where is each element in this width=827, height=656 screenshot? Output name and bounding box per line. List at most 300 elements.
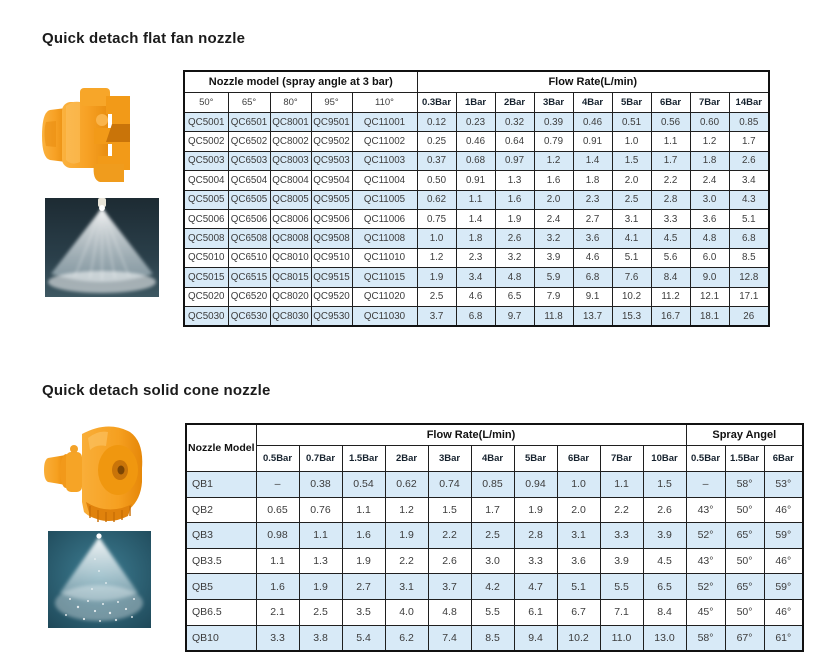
value-cell: QC9504	[311, 171, 352, 190]
value-cell: 1.1	[651, 132, 690, 151]
value-cell: 0.74	[428, 472, 471, 498]
corner-header: Nozzle Model	[186, 424, 256, 472]
table-row	[184, 268, 769, 287]
value-cell: 4.5	[643, 548, 686, 574]
group-header: Nozzle model (spray angle at 3 bar)	[184, 71, 417, 93]
value-cell: QC9510	[311, 248, 352, 267]
value-cell: QC6515	[228, 268, 270, 287]
solid-cone-nozzle-photo	[42, 416, 146, 529]
value-cell: 53°	[764, 472, 803, 498]
value-cell: 2.6	[643, 497, 686, 523]
value-cell: 1.9	[495, 209, 534, 228]
value-cell: 3.9	[600, 548, 643, 574]
value-cell: QC8010	[270, 248, 311, 267]
value-cell: QC11002	[352, 132, 417, 151]
value-cell: 4.8	[428, 599, 471, 625]
column-header: 6Bar	[557, 446, 600, 472]
value-cell: 15.3	[612, 306, 651, 326]
value-cell: 2.7	[573, 209, 612, 228]
value-cell: 3.7	[417, 306, 456, 326]
value-cell: 0.79	[534, 132, 573, 151]
column-header: 95°	[311, 93, 352, 113]
value-cell: 3.3	[514, 548, 557, 574]
value-cell: 1.9	[514, 497, 557, 523]
flat-fan-nozzle-photo	[36, 84, 142, 186]
table-row	[186, 497, 803, 523]
value-cell: 3.1	[612, 209, 651, 228]
value-cell: 1.2	[690, 132, 729, 151]
value-cell: 0.62	[417, 190, 456, 209]
value-cell: 1.6	[256, 574, 299, 600]
value-cell: 4.2	[471, 574, 514, 600]
value-cell: 0.75	[417, 209, 456, 228]
value-cell: 8.4	[651, 268, 690, 287]
value-cell: 5.1	[729, 209, 769, 228]
value-cell: 1.2	[385, 497, 428, 523]
value-cell: 0.46	[573, 113, 612, 132]
value-cell: QC11006	[352, 209, 417, 228]
value-cell: 3.7	[428, 574, 471, 600]
solid-cone-table-body	[186, 472, 803, 652]
value-cell: 3.1	[385, 574, 428, 600]
value-cell: QC9506	[311, 209, 352, 228]
table-row	[184, 209, 769, 228]
value-cell: 0.65	[256, 497, 299, 523]
value-cell: 1.3	[495, 171, 534, 190]
value-cell: 2.6	[729, 151, 769, 170]
table-row	[186, 574, 803, 600]
value-cell: QC8005	[270, 190, 311, 209]
value-cell: 10.2	[612, 287, 651, 306]
value-cell: 58°	[686, 625, 725, 651]
column-header: 4Bar	[471, 446, 514, 472]
value-cell: 0.23	[456, 113, 495, 132]
value-cell: 1.8	[573, 171, 612, 190]
value-cell: 43°	[686, 548, 725, 574]
value-cell: 2.3	[573, 190, 612, 209]
value-cell: 5.1	[557, 574, 600, 600]
value-cell: QC11001	[352, 113, 417, 132]
table-row	[184, 248, 769, 267]
value-cell: 2.8	[651, 190, 690, 209]
value-cell: 2.5	[417, 287, 456, 306]
value-cell: 3.3	[600, 523, 643, 549]
value-cell: 26	[729, 306, 769, 326]
solid-cone-spray-photo	[48, 531, 151, 628]
value-cell: 4.0	[385, 599, 428, 625]
value-cell: 1.5	[612, 151, 651, 170]
value-cell: QC5001	[184, 113, 228, 132]
value-cell: 3.2	[495, 248, 534, 267]
value-cell: 0.97	[495, 151, 534, 170]
value-cell: 0.54	[342, 472, 385, 498]
column-header: 0.3Bar	[417, 93, 456, 113]
value-cell: QC11003	[352, 151, 417, 170]
value-cell: 0.98	[256, 523, 299, 549]
value-cell: 4.3	[729, 190, 769, 209]
column-header: 6Bar	[651, 93, 690, 113]
value-cell: QC8001	[270, 113, 311, 132]
column-header: 7Bar	[690, 93, 729, 113]
value-cell: 2.7	[342, 574, 385, 600]
value-cell: 1.4	[573, 151, 612, 170]
value-cell: 0.12	[417, 113, 456, 132]
group-header: Flow Rate(L/min)	[417, 71, 769, 93]
group-header: Spray Angel	[686, 424, 803, 446]
column-header: 14Bar	[729, 93, 769, 113]
value-cell: 2.8	[514, 523, 557, 549]
table-row	[186, 523, 803, 549]
column-header: 80°	[270, 93, 311, 113]
value-cell: 5.4	[342, 625, 385, 651]
value-cell: 1.5	[428, 497, 471, 523]
solid-cone-flow-table	[185, 423, 804, 652]
value-cell: 46°	[764, 548, 803, 574]
value-cell: QC9508	[311, 229, 352, 248]
value-cell: 5.9	[534, 268, 573, 287]
value-cell: QC6530	[228, 306, 270, 326]
value-cell: QC8008	[270, 229, 311, 248]
value-cell: 2.2	[651, 171, 690, 190]
value-cell: 0.76	[299, 497, 342, 523]
value-cell: 3.9	[643, 523, 686, 549]
value-cell: 67°	[725, 625, 764, 651]
value-cell: 1.1	[456, 190, 495, 209]
value-cell: 6.8	[729, 229, 769, 248]
value-cell: 0.39	[534, 113, 573, 132]
column-header: 3Bar	[534, 93, 573, 113]
column-header: 7Bar	[600, 446, 643, 472]
value-cell: 1.1	[600, 472, 643, 498]
value-cell: 2.2	[428, 523, 471, 549]
value-cell: 0.91	[456, 171, 495, 190]
value-cell: –	[256, 472, 299, 498]
value-cell: QC6502	[228, 132, 270, 151]
value-cell: 1.9	[299, 574, 342, 600]
value-cell: 1.6	[534, 171, 573, 190]
value-cell: 7.6	[612, 268, 651, 287]
column-header: 1Bar	[456, 93, 495, 113]
value-cell: QC5002	[184, 132, 228, 151]
column-header: 110°	[352, 93, 417, 113]
value-cell: 2.6	[495, 229, 534, 248]
value-cell: 6.2	[385, 625, 428, 651]
table-row	[184, 306, 769, 326]
value-cell: 5.5	[600, 574, 643, 600]
value-cell: 0.60	[690, 113, 729, 132]
value-cell: QC6506	[228, 209, 270, 228]
value-cell: QC6504	[228, 171, 270, 190]
value-cell: 2.0	[534, 190, 573, 209]
value-cell: 2.3	[456, 248, 495, 267]
column-header: 5Bar	[612, 93, 651, 113]
table-row	[184, 171, 769, 190]
value-cell: 7.1	[600, 599, 643, 625]
column-header: 5Bar	[514, 446, 557, 472]
value-cell: 4.6	[456, 287, 495, 306]
value-cell: 1.0	[417, 229, 456, 248]
value-cell: QC5008	[184, 229, 228, 248]
table-row	[184, 113, 769, 132]
value-cell: 45°	[686, 599, 725, 625]
value-cell: 17.1	[729, 287, 769, 306]
column-header: 2Bar	[385, 446, 428, 472]
value-cell: 1.4	[456, 209, 495, 228]
value-cell: 3.4	[729, 171, 769, 190]
value-cell: 46°	[764, 497, 803, 523]
column-header: 4Bar	[573, 93, 612, 113]
value-cell: QC6508	[228, 229, 270, 248]
value-cell: 8.5	[471, 625, 514, 651]
value-cell: 9.4	[514, 625, 557, 651]
value-cell: 65°	[725, 523, 764, 549]
value-cell: 3.5	[342, 599, 385, 625]
flat-fan-spray-photo	[45, 198, 159, 297]
value-cell: QC5030	[184, 306, 228, 326]
value-cell: QC6505	[228, 190, 270, 209]
value-cell: QC11008	[352, 229, 417, 248]
value-cell: 3.6	[573, 229, 612, 248]
value-cell: 3.2	[534, 229, 573, 248]
value-cell: 2.4	[534, 209, 573, 228]
value-cell: 0.94	[514, 472, 557, 498]
table-row	[184, 132, 769, 151]
value-cell: 0.62	[385, 472, 428, 498]
value-cell: QC8003	[270, 151, 311, 170]
value-cell: QC6501	[228, 113, 270, 132]
model-cell: QB2	[186, 497, 256, 523]
table-row	[184, 151, 769, 170]
value-cell: 7.9	[534, 287, 573, 306]
value-cell: 3.4	[456, 268, 495, 287]
value-cell: 1.9	[342, 548, 385, 574]
value-cell: 2.5	[612, 190, 651, 209]
value-cell: 6.1	[514, 599, 557, 625]
value-cell: 65°	[725, 574, 764, 600]
flat-fan-flow-table	[183, 70, 770, 327]
value-cell: 6.8	[573, 268, 612, 287]
value-cell: QC6503	[228, 151, 270, 170]
value-cell: 3.1	[557, 523, 600, 549]
value-cell: 1.2	[534, 151, 573, 170]
value-cell: 8.4	[643, 599, 686, 625]
value-cell: 3.6	[557, 548, 600, 574]
value-cell: 2.4	[690, 171, 729, 190]
value-cell: 0.32	[495, 113, 534, 132]
value-cell: 2.0	[612, 171, 651, 190]
value-cell: 1.8	[456, 229, 495, 248]
value-cell: 2.0	[557, 497, 600, 523]
value-cell: 46°	[764, 599, 803, 625]
value-cell: QC8015	[270, 268, 311, 287]
value-cell: 9.1	[573, 287, 612, 306]
column-header: 3Bar	[428, 446, 471, 472]
value-cell: QC6510	[228, 248, 270, 267]
value-cell: 1.1	[256, 548, 299, 574]
value-cell: 6.8	[456, 306, 495, 326]
value-cell: 0.51	[612, 113, 651, 132]
value-cell: QC9502	[311, 132, 352, 151]
value-cell: QC8030	[270, 306, 311, 326]
value-cell: 3.3	[256, 625, 299, 651]
value-cell: QC11030	[352, 306, 417, 326]
table-row	[186, 548, 803, 574]
value-cell: 1.0	[612, 132, 651, 151]
value-cell: 13.0	[643, 625, 686, 651]
value-cell: –	[686, 472, 725, 498]
value-cell: 13.7	[573, 306, 612, 326]
value-cell: 4.5	[651, 229, 690, 248]
column-header: 10Bar	[643, 446, 686, 472]
value-cell: 50°	[725, 497, 764, 523]
value-cell: 2.2	[385, 548, 428, 574]
value-cell: 6.7	[557, 599, 600, 625]
section-title-flat-fan: Quick detach flat fan nozzle	[42, 30, 246, 47]
value-cell: 52°	[686, 523, 725, 549]
value-cell: QC5020	[184, 287, 228, 306]
value-cell: 2.1	[256, 599, 299, 625]
value-cell: 1.7	[471, 497, 514, 523]
value-cell: QC8004	[270, 171, 311, 190]
value-cell: 1.7	[729, 132, 769, 151]
value-cell: QC9530	[311, 306, 352, 326]
column-header: 2Bar	[495, 93, 534, 113]
value-cell: 6.5	[643, 574, 686, 600]
value-cell: 6.5	[495, 287, 534, 306]
value-cell: QC11004	[352, 171, 417, 190]
value-cell: QC5015	[184, 268, 228, 287]
value-cell: 3.0	[690, 190, 729, 209]
value-cell: 18.1	[690, 306, 729, 326]
value-cell: QC5003	[184, 151, 228, 170]
column-header: 65°	[228, 93, 270, 113]
value-cell: 3.0	[471, 548, 514, 574]
value-cell: 2.6	[428, 548, 471, 574]
value-cell: 11.8	[534, 306, 573, 326]
value-cell: 0.68	[456, 151, 495, 170]
value-cell: 58°	[725, 472, 764, 498]
value-cell: 0.25	[417, 132, 456, 151]
value-cell: QC9503	[311, 151, 352, 170]
table-row	[186, 625, 803, 651]
model-cell: QB10	[186, 625, 256, 651]
column-header: 50°	[184, 93, 228, 113]
value-cell: QC11010	[352, 248, 417, 267]
value-cell: 5.6	[651, 248, 690, 267]
value-cell: QC8006	[270, 209, 311, 228]
group-header: Flow Rate(L/min)	[256, 424, 686, 446]
column-header: 6Bar	[764, 446, 803, 472]
value-cell: QC5004	[184, 171, 228, 190]
value-cell: QC6520	[228, 287, 270, 306]
table-row	[184, 229, 769, 248]
value-cell: 3.3	[651, 209, 690, 228]
value-cell: 4.1	[612, 229, 651, 248]
value-cell: 9.0	[690, 268, 729, 287]
value-cell: 5.5	[471, 599, 514, 625]
value-cell: QC9501	[311, 113, 352, 132]
value-cell: 11.2	[651, 287, 690, 306]
value-cell: 0.64	[495, 132, 534, 151]
value-cell: 4.8	[495, 268, 534, 287]
value-cell: 1.9	[385, 523, 428, 549]
table-row	[186, 599, 803, 625]
table-row	[184, 190, 769, 209]
value-cell: 12.8	[729, 268, 769, 287]
value-cell: QC8020	[270, 287, 311, 306]
value-cell: 1.6	[495, 190, 534, 209]
value-cell: QC5005	[184, 190, 228, 209]
value-cell: 8.5	[729, 248, 769, 267]
value-cell: 1.9	[417, 268, 456, 287]
value-cell: 1.6	[342, 523, 385, 549]
value-cell: 3.8	[299, 625, 342, 651]
value-cell: 2.5	[471, 523, 514, 549]
value-cell: QC5010	[184, 248, 228, 267]
flat-fan-table-header	[184, 71, 769, 113]
value-cell: 2.2	[600, 497, 643, 523]
value-cell: QC11005	[352, 190, 417, 209]
value-cell: QC11015	[352, 268, 417, 287]
value-cell: 1.8	[690, 151, 729, 170]
value-cell: 6.0	[690, 248, 729, 267]
value-cell: 50°	[725, 548, 764, 574]
value-cell: 1.2	[417, 248, 456, 267]
value-cell: 43°	[686, 497, 725, 523]
value-cell: 12.1	[690, 287, 729, 306]
value-cell: 3.9	[534, 248, 573, 267]
value-cell: 0.56	[651, 113, 690, 132]
column-header: 0.5Bar	[686, 446, 725, 472]
value-cell: 1.5	[643, 472, 686, 498]
value-cell: 0.46	[456, 132, 495, 151]
flat-fan-table-body	[184, 113, 769, 327]
section-title-solid-cone: Quick detach solid cone nozzle	[42, 382, 271, 399]
column-header: 1.5Bar	[342, 446, 385, 472]
value-cell: 50°	[725, 599, 764, 625]
value-cell: 61°	[764, 625, 803, 651]
value-cell: 9.7	[495, 306, 534, 326]
table-row	[186, 472, 803, 498]
model-cell: QB3.5	[186, 548, 256, 574]
model-cell: QB3	[186, 523, 256, 549]
value-cell: 0.91	[573, 132, 612, 151]
value-cell: 0.38	[299, 472, 342, 498]
value-cell: 0.85	[471, 472, 514, 498]
column-header: 1.5Bar	[725, 446, 764, 472]
value-cell: 1.7	[651, 151, 690, 170]
value-cell: 4.6	[573, 248, 612, 267]
value-cell: 5.1	[612, 248, 651, 267]
table-row	[184, 287, 769, 306]
value-cell: QC9515	[311, 268, 352, 287]
value-cell: 0.50	[417, 171, 456, 190]
value-cell: 2.5	[299, 599, 342, 625]
model-cell: QB1	[186, 472, 256, 498]
value-cell: 4.8	[690, 229, 729, 248]
value-cell: 1.3	[299, 548, 342, 574]
model-cell: QB6.5	[186, 599, 256, 625]
column-header: 0.5Bar	[256, 446, 299, 472]
value-cell: 1.1	[342, 497, 385, 523]
solid-cone-table-header	[186, 424, 803, 472]
value-cell: 52°	[686, 574, 725, 600]
value-cell: QC9505	[311, 190, 352, 209]
value-cell: 16.7	[651, 306, 690, 326]
value-cell: QC5006	[184, 209, 228, 228]
column-header: 0.7Bar	[299, 446, 342, 472]
value-cell: 59°	[764, 523, 803, 549]
